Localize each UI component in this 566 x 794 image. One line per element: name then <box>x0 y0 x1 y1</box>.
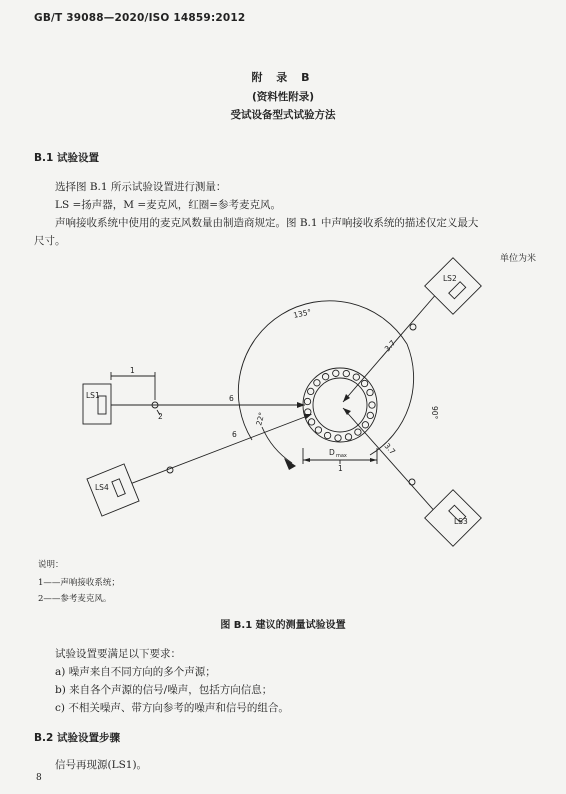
paragraph-line: 尺寸。 <box>34 235 66 247</box>
legend-item: 2——参考麦克风。 <box>38 594 112 604</box>
dim-label-1b: 1 <box>338 464 343 473</box>
section-b2-heading: B.2 试验设置步骤 <box>34 732 120 744</box>
label-ls1: LS1 <box>86 391 100 400</box>
line-ls4 <box>122 415 310 487</box>
paragraph-line: LS =扬声器，M =麦克风，红圈=参考麦克风。 <box>55 199 281 211</box>
legend-item: 1——声响接收系统； <box>38 578 120 588</box>
page-number: 8 <box>36 773 42 783</box>
legend-title: 说明： <box>38 560 64 570</box>
dim-label-3-7b: 3.7 <box>382 441 398 457</box>
dim-label-6b: 6 <box>232 430 237 439</box>
annex-type: (资料性附录) <box>251 91 315 103</box>
paragraph-line: 信号再现源(LS1)。 <box>55 759 148 771</box>
ref-mic-ls4 <box>167 467 173 473</box>
speaker-ls1 <box>83 384 111 424</box>
unit-note: 单位为米 <box>499 254 536 264</box>
receiver-inner-circle <box>313 378 367 432</box>
line-ls3 <box>343 408 438 515</box>
speaker-ls3 <box>425 490 482 547</box>
section-b1-heading: B.1 试验设置 <box>34 152 99 164</box>
angle-label-135: 135° <box>292 307 313 320</box>
label-ls3: LS3 <box>454 517 468 526</box>
requirements-intro: 试验设置要满足以下要求： <box>55 648 181 660</box>
angle-label-90: 90° <box>430 406 439 420</box>
arc-22 <box>262 427 292 463</box>
dim-label-1: 1 <box>130 366 135 375</box>
arc-arrowhead <box>284 458 296 470</box>
ref-mic-ls3 <box>409 479 415 485</box>
ref-mic-ls2 <box>410 324 416 330</box>
receiver-outer-circle <box>303 368 377 442</box>
paragraph-line: 声响接收系统中使用的麦克风数量由制造商规定。图 B.1 中声响接收系统的描述仅定义最大 <box>55 217 479 229</box>
speaker-ls2 <box>425 258 482 315</box>
requirement-item: a) 噪声来自不同方向的多个声源； <box>55 666 216 678</box>
paragraph-line: 选择图 B.1 所示试验设置进行测量： <box>55 181 227 193</box>
dim-label-dmax: D <box>329 448 335 457</box>
dim-label-2: 2 <box>158 412 163 421</box>
figure-caption: 图 B.1 建议的测量试验设置 <box>220 620 346 631</box>
dim-label-dmax-sub: max <box>336 453 347 459</box>
annex-title: 附 录 B <box>251 71 315 84</box>
angle-label-22: 22° <box>254 411 267 427</box>
requirement-item: c) 不相关噪声、带方向参考的噪声和信号的组合。 <box>55 702 289 714</box>
receiver-microphones <box>304 370 375 441</box>
label-ls2: LS2 <box>443 274 457 283</box>
document-header: GB/T 39088—2020/ISO 14859:2012 <box>34 12 246 24</box>
dim-label-3-7a: 3.7 <box>382 338 398 354</box>
dim-label-6a: 6 <box>229 394 234 403</box>
label-ls4: LS4 <box>95 483 109 492</box>
requirement-item: b) 来自各个声源的信号/噪声，包括方向信息； <box>55 684 273 696</box>
annex-name: 受试设备型式试验方法 <box>230 109 336 121</box>
